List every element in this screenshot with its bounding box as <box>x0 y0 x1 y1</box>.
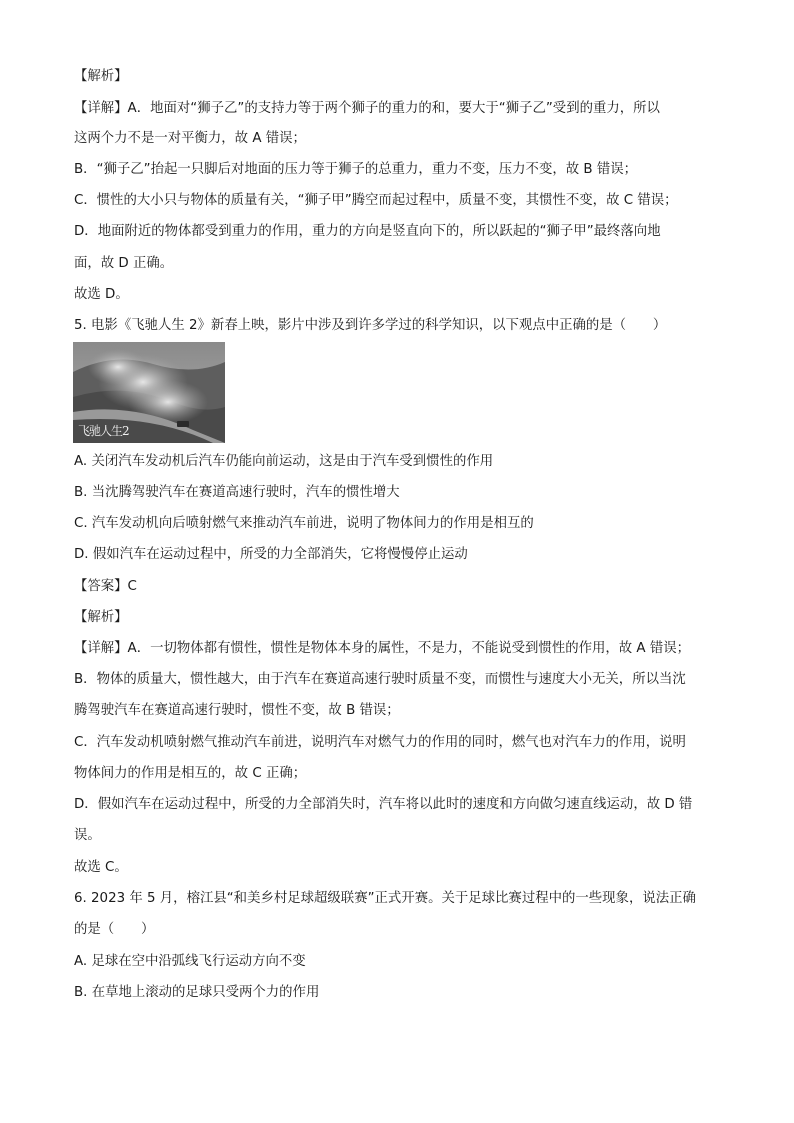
detail-text: D．假如汽车在运动过程中，所受的力全部消失时，汽车将以此时的速度和方向做匀速直线运动，故 D 错 <box>74 797 693 812</box>
option-c: C. 汽车发动机向后喷射燃气来推动汽车前进，说明了物体间力的作用是相互的 <box>74 516 534 531</box>
movie-still-image <box>73 342 225 443</box>
detail-text: C．惯性的大小只与物体的质量有关，“狮子甲”腾空而起过程中，质量不变，其惯性不变，故 C 错误； <box>74 193 678 208</box>
option-a: A. 足球在空中沿弧线飞行运动方向不变 <box>74 954 306 969</box>
option-a: A. 关闭汽车发动机后汽车仍能向前运动，这是由于汽车受到惯性的作用 <box>74 454 494 469</box>
image-caption: 飞驰人生2 <box>78 424 129 438</box>
analysis-heading: 【解析】 <box>74 69 128 84</box>
detail-text: 物体间力的作用是相互的，故 C 正确； <box>74 766 307 781</box>
detail-text: 【详解】A．地面对“狮子乙”的支持力等于两个狮子的重力的和，要大于“狮子乙”受到的重力，所以 <box>74 101 660 116</box>
detail-text: 【详解】A．一切物体都有惯性，惯性是物体本身的属性，不是力，不能说受到惯性的作用，故 A 错误； <box>74 641 691 656</box>
detail-text: B．物体的质量大，惯性越大，由于汽车在赛道高速行驶时质量不变，而惯性与速度大小无关，所以当沈 <box>74 672 686 687</box>
detail-text: 这两个力不是一对平衡力，故 A 错误； <box>74 131 306 146</box>
detail-text: 面，故 D 正确。 <box>74 256 174 271</box>
detail-text: D．地面附近的物体都受到重力的作用，重力的方向是竖直向下的，所以跃起的“狮子甲”最终落向地 <box>74 224 661 239</box>
conclusion-text: 故选 C。 <box>74 860 128 875</box>
conclusion-text: 故选 D。 <box>74 287 129 302</box>
option-b: B. 当沈腾驾驶汽车在赛道高速行驶时，汽车的惯性增大 <box>74 485 400 500</box>
question-6-stem: 6. 2023 年 5 月，榕江县“和美乡村足球超级联赛”正式开赛。关于足球比赛过程中的一些现象，说法正确 <box>74 891 696 906</box>
option-d: D. 假如汽车在运动过程中，所受的力全部消失，它将慢慢停止运动 <box>74 547 468 562</box>
question-6-stem: 的是（ ） <box>74 922 155 937</box>
detail-text: 腾驾驶汽车在赛道高速行驶时，惯性不变，故 B 错误； <box>74 703 400 718</box>
question-5-stem: 5. 电影《飞驰人生 2》新春上映，影片中涉及到许多学过的科学知识，以下观点中正确的是（ ） <box>74 318 667 333</box>
analysis-heading: 【解析】 <box>74 610 128 625</box>
option-b: B. 在草地上滚动的足球只受两个力的作用 <box>74 985 320 1000</box>
detail-text: C．汽车发动机喷射燃气推动汽车前进，说明汽车对燃气力的作用的同时，燃气也对汽车力的作用，说明 <box>74 735 686 750</box>
detail-text: B．“狮子乙”抬起一只脚后对地面的压力等于狮子的总重力，重力不变，压力不变，故 B 错误； <box>74 162 637 177</box>
answer-text: 【答案】C <box>74 579 137 594</box>
detail-text: 误。 <box>74 828 101 843</box>
